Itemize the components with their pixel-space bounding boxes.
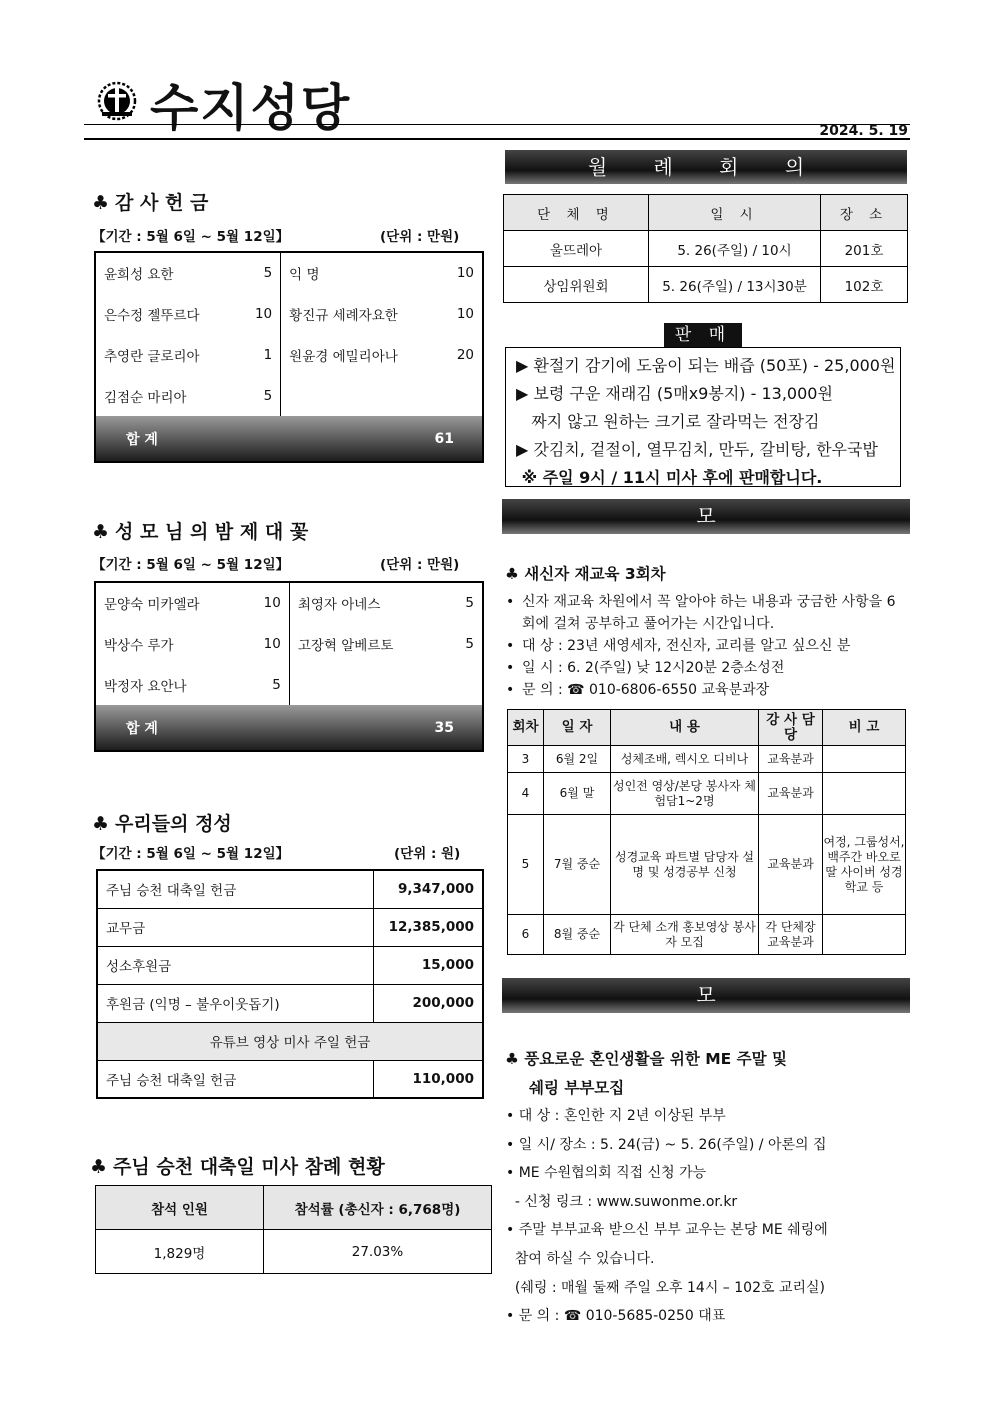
offering-donor-name xyxy=(281,375,447,416)
recruit2-item: • 주말 부부교육 받으신 부부 교우는 본당 ME 쉐링에 xyxy=(506,1222,828,1239)
sale-line: ▶ 갓김치, 겉절이, 열무김치, 만두, 갈비탕, 한우국밥 xyxy=(516,440,878,459)
offering-amount: 5 xyxy=(245,252,281,293)
gifts-amount: 110,000 xyxy=(373,1060,483,1098)
parish-logo-icon xyxy=(92,74,142,124)
sale-line: ※ 주일 9시 / 11시 미사 후에 판매합니다. xyxy=(516,468,823,487)
flowers-table xyxy=(94,581,484,752)
gifts-item: 주님 승천 대축일 헌금 xyxy=(97,1060,373,1098)
meetings-row xyxy=(504,231,908,267)
flowers-amount: 5 xyxy=(253,664,289,705)
meetings-table xyxy=(503,194,908,303)
offering-donor-name: 황진규 세례자요한 xyxy=(289,307,398,324)
recruit2-item: • 대 상 : 혼인한 지 2년 이상된 부부 xyxy=(506,1108,726,1124)
flowers-donor-name: 박정자 요안나 xyxy=(104,678,187,695)
schedule-cell: 3 xyxy=(508,746,544,773)
offering-donor-name: 익 명 xyxy=(289,267,320,283)
flowers-period: 【기간 : 5월 6일 ~ 5월 12일】 xyxy=(92,557,290,573)
offering-total-row xyxy=(95,416,483,462)
schedule-cell: 여정, 그룹성서, 백주간 바오로딸 사이버 성경학교 등 xyxy=(823,815,906,915)
schedule-cell: 교육분과 xyxy=(759,773,823,815)
schedule-cell: 8월 중순 xyxy=(544,915,611,955)
schedule-cell: 각 단체 소개 홍보영상 봉사자 모집 xyxy=(611,915,759,955)
flowers-amount xyxy=(447,664,483,705)
schedule-row xyxy=(508,746,906,773)
schedule-header: 회차 xyxy=(508,710,544,746)
page-title: 수지성당 xyxy=(150,79,352,137)
offering-amount xyxy=(447,375,483,416)
schedule-header: 강 사 담 당 xyxy=(759,710,823,746)
schedule-cell xyxy=(823,773,906,815)
schedule-cell: 각 단체장 교육분과 xyxy=(759,915,823,955)
flowers-donor-name: 최영자 아네스 xyxy=(297,597,381,613)
meetings-cell: 201호 xyxy=(821,231,908,267)
meetings-header: 단 체 명 xyxy=(504,195,649,231)
attendance-table xyxy=(95,1185,492,1274)
recruit2-item: - 신청 링크 : www.suwonme.or.kr xyxy=(506,1193,738,1210)
flowers-donor-name: 박상수 루가 xyxy=(104,637,174,654)
schedule-header: 내 용 xyxy=(611,710,759,746)
schedule-cell xyxy=(823,746,906,773)
meetings-header-row xyxy=(504,195,908,231)
gifts-item: 교무금 xyxy=(97,908,373,946)
gifts-row xyxy=(97,908,483,946)
flowers-donor-name: 문양숙 미카엘라 xyxy=(104,597,200,613)
attendance-rate: 27.03% xyxy=(264,1230,492,1274)
flowers-amount: 10 xyxy=(253,623,289,664)
flowers-total-row xyxy=(95,705,483,751)
gifts-row xyxy=(97,870,483,908)
attendance-title: ♣ 주님 승천 대축일 미사 참례 현황 xyxy=(90,1156,385,1178)
gifts-youtube-header-row xyxy=(97,1022,483,1060)
schedule-cell: 6 xyxy=(508,915,544,955)
schedule-header-row xyxy=(508,710,906,746)
recruit2-item: • ME 수원협의회 직접 신청 가능 xyxy=(506,1165,707,1182)
flowers-title: ♣ 성 모 님 의 밤 제 대 꽃 xyxy=(92,521,309,543)
gifts-item: 후원금 (익명 – 불우이웃돕기) xyxy=(97,984,373,1022)
schedule-cell: 성경교육 파트별 담당자 설명 및 성경공부 신청 xyxy=(611,815,759,915)
recruit2-details xyxy=(506,1102,828,1331)
attendance-header-count: 참석 인원 xyxy=(96,1186,264,1230)
flowers-total-value: 35 xyxy=(434,719,454,736)
flowers-donor-name: 고장혁 알베르토 xyxy=(297,637,394,654)
sale-line: ▶ 보령 구운 재래김 (5매x9봉지) - 13,000원 xyxy=(516,384,833,403)
offering-donor-name: 추영란 글로리아 xyxy=(104,348,200,365)
offering-unit: (단위 : 만원) xyxy=(380,229,460,245)
header-rule xyxy=(84,124,910,140)
gifts-period: 【기간 : 5월 6일 ~ 5월 12일】 xyxy=(92,846,290,862)
recruit1-item: 신자 재교육 차원에서 꼭 알아야 하는 내용과 궁금한 사항을 6회에 걸쳐 공부하고 풀어가는 시간입니다. xyxy=(522,594,896,632)
meetings-bar: 월 례 회 의 xyxy=(505,150,907,184)
offering-total-value: 61 xyxy=(434,430,454,447)
meetings-cell: 5. 26(주일) / 10시 xyxy=(649,231,821,267)
offering-row xyxy=(95,252,483,293)
attendance-header-rate: 참석률 (총신자 : 6,768명) xyxy=(264,1186,492,1230)
gifts-amount: 9,347,000 xyxy=(373,870,483,908)
gifts-row xyxy=(97,984,483,1022)
flowers-amount: 5 xyxy=(465,635,474,652)
offering-row xyxy=(95,334,483,375)
offering-amount: 10 xyxy=(456,265,474,281)
offering-amount: 10 xyxy=(456,305,474,322)
schedule-cell: 성인전 영상/본당 봉사자 체험담1~2명 xyxy=(611,773,759,815)
offering-total-label: 합 계 xyxy=(126,431,158,448)
recruit1-item: 문 의 : ☎ 010-6806-6550 교육분과장 xyxy=(522,682,770,698)
flowers-amount: 5 xyxy=(465,595,474,611)
gifts-title: ♣ 우리들의 정성 xyxy=(92,813,232,835)
schedule-cell: 교육분과 xyxy=(759,815,823,915)
club-icon: ♣ xyxy=(92,813,110,835)
schedule-table xyxy=(507,709,906,955)
meetings-row xyxy=(504,267,908,303)
sale-line: 짜지 않고 원하는 크기로 잘라먹는 전장김 xyxy=(516,412,820,431)
club-icon: ♣ xyxy=(505,565,525,583)
recruit1-item: 일 시 : 6. 2(주일) 낮 12시20분 2층소성전 xyxy=(522,660,785,676)
sale-box xyxy=(505,347,901,487)
offering-table xyxy=(94,251,484,463)
recruit1-bar: 모 집 xyxy=(502,499,910,534)
recruit2-title: ♣ 풍요로운 혼인생활을 위한 ME 주말 및 쉐링 부부모집 xyxy=(505,1050,787,1097)
flowers-row xyxy=(95,582,483,623)
recruit2-item: • 일 시/ 장소 : 5. 24(금) ~ 5. 26(주일) / 아론의 집 xyxy=(506,1136,827,1153)
schedule-cell: 5 xyxy=(508,815,544,915)
club-icon: ♣ xyxy=(92,192,110,214)
recruit1-title: ♣ 새신자 재교육 3회차 xyxy=(505,565,666,583)
schedule-header: 일 자 xyxy=(544,710,611,746)
schedule-header: 비 고 xyxy=(823,710,906,746)
gifts-row xyxy=(97,1060,483,1098)
gifts-item: 성소후원금 xyxy=(97,946,373,984)
schedule-cell: 6월 말 xyxy=(544,773,611,815)
club-icon: ♣ xyxy=(90,1156,108,1178)
flowers-total-label: 합 계 xyxy=(126,720,158,737)
recruit2-bar: 모 집 xyxy=(502,978,910,1013)
issue-date: 2024. 5. 19 xyxy=(819,123,908,139)
gifts-amount: 12,385,000 xyxy=(373,908,483,946)
offering-row xyxy=(95,375,483,416)
club-icon: ♣ xyxy=(505,1050,525,1068)
offering-donor-name: 원윤경 에밀리아나 xyxy=(289,348,398,365)
gifts-amount: 15,000 xyxy=(373,946,483,984)
gifts-row xyxy=(97,946,483,984)
gifts-item: 주님 승천 대축일 헌금 xyxy=(97,870,373,908)
offering-amount: 1 xyxy=(245,334,281,375)
schedule-cell: 4 xyxy=(508,773,544,815)
sale-line: ▶ 환절기 감기에 도움이 되는 배즙 (50포) - 25,000원 xyxy=(516,356,896,375)
schedule-row xyxy=(508,773,906,815)
gifts-table xyxy=(96,869,484,1099)
sale-tag: 판 매 xyxy=(664,323,742,348)
offering-title: ♣ 감 사 헌 금 xyxy=(92,192,209,214)
schedule-cell: 성체조배, 렉시오 디비나 xyxy=(611,746,759,773)
meetings-cell: 102호 xyxy=(821,267,908,303)
recruit2-item: • 문 의 : ☎ 010-5685-0250 대표 xyxy=(506,1308,726,1325)
gifts-amount: 200,000 xyxy=(373,984,483,1022)
flowers-row xyxy=(95,664,483,705)
schedule-row xyxy=(508,915,906,955)
schedule-cell xyxy=(823,915,906,955)
attendance-count: 1,829명 xyxy=(96,1230,264,1274)
flowers-unit: (단위 : 만원) xyxy=(380,557,460,573)
club-icon: ♣ xyxy=(92,521,110,543)
schedule-cell: 교육분과 xyxy=(759,746,823,773)
meetings-cell: 울뜨레아 xyxy=(504,231,649,267)
recruit2-item: 참여 하실 수 있습니다. xyxy=(506,1250,655,1267)
gifts-youtube-header: 유튜브 영상 미사 주일 헌금 xyxy=(97,1022,483,1060)
schedule-cell: 6월 2일 xyxy=(544,746,611,773)
offering-row xyxy=(95,293,483,334)
recruit1-details: • 신자 재교육 차원에서 꼭 알아야 하는 내용과 궁금한 사항을 6회에 걸쳐 공부하고 풀어가는 시간입니다. • 대 상 : 23년 새영세자, 전신자, 교리를 알고 싶으신 분 • 일 시 : 6. 2(주일) 낮 12시20분 2층소성전 • 문 의 : ☎ 010-6806-6550 교육분과장 xyxy=(506,591,898,701)
schedule-cell: 7월 중순 xyxy=(544,815,611,915)
recruit2-item: (쉐링 : 매월 둘째 주일 오후 14시 – 102호 교리실) xyxy=(506,1279,825,1296)
recruit1-item: 대 상 : 23년 새영세자, 전신자, 교리를 알고 싶으신 분 xyxy=(522,638,851,654)
offering-amount: 5 xyxy=(245,375,281,416)
gifts-unit: (단위 : 원) xyxy=(394,846,461,862)
meetings-cell: 5. 26(주일) / 13시30분 xyxy=(649,267,821,303)
offering-period: 【기간 : 5월 6일 ~ 5월 12일】 xyxy=(92,229,290,245)
offering-donor-name: 은수정 젤뚜르다 xyxy=(104,307,200,324)
flowers-amount: 10 xyxy=(253,582,289,623)
offering-amount: 20 xyxy=(456,346,474,363)
schedule-row xyxy=(508,815,906,915)
flowers-row xyxy=(95,623,483,664)
offering-donor-name: 윤희성 요한 xyxy=(104,267,174,283)
meetings-header: 일 시 xyxy=(649,195,821,231)
offering-donor-name: 김점순 마리아 xyxy=(104,389,187,406)
flowers-donor-name xyxy=(289,664,447,705)
meetings-cell: 상임위원회 xyxy=(504,267,649,303)
meetings-header: 장 소 xyxy=(821,195,908,231)
offering-amount: 10 xyxy=(245,293,281,334)
